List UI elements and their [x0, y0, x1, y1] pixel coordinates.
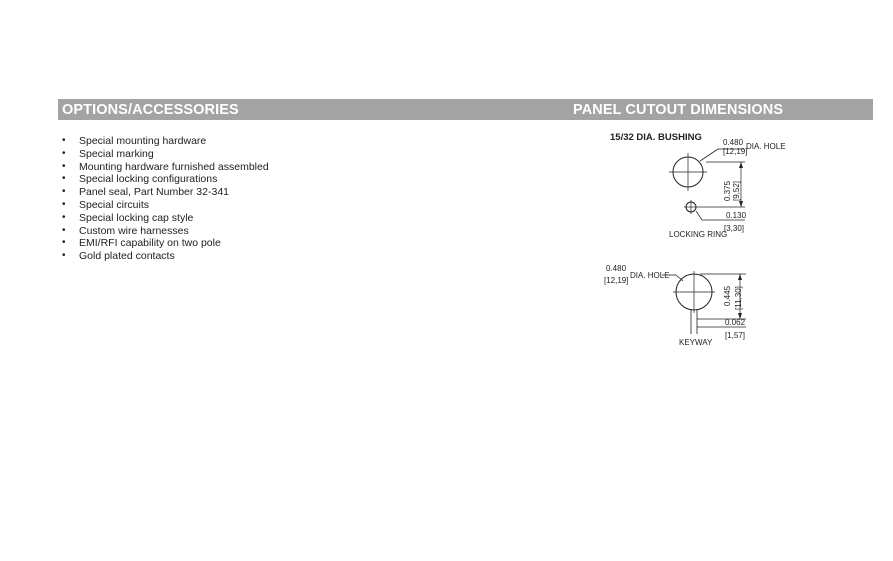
locking-ring-label: LOCKING RING: [669, 230, 728, 239]
bullet-icon: •: [62, 224, 66, 236]
list-item: • Special marking: [62, 147, 154, 160]
hole2-label: DIA. HOLE: [630, 271, 670, 280]
keyway-width-in: 0.062: [725, 318, 746, 327]
ring-dia-mm: [3,30]: [724, 224, 745, 233]
hole1-dia-mm: [12,19]: [723, 147, 748, 156]
list-item: • Custom wire harnesses: [62, 224, 189, 237]
keyway-label: KEYWAY: [679, 338, 713, 347]
list-item: • Special locking configurations: [62, 173, 218, 186]
list-item: • Special locking cap style: [62, 211, 194, 224]
height-in: 0.445: [723, 285, 732, 306]
hole2-dia-in: 0.480: [606, 264, 627, 273]
hole1-label: DIA. HOLE: [746, 142, 786, 151]
bushing-title: 15/32 DIA. BUSHING: [610, 132, 702, 143]
offset-in: 0.375: [723, 180, 732, 201]
bullet-icon: •: [62, 250, 66, 262]
hole1-dia-in: 0.480: [723, 138, 744, 147]
options-title: OPTIONS/ACCESSORIES: [62, 102, 239, 118]
list-item: • Special mounting hardware: [62, 135, 207, 147]
hole2-dia-mm: [12,19]: [604, 276, 629, 285]
panel-cutout-title: PANEL CUTOUT DIMENSIONS: [573, 102, 784, 118]
list-item: • Gold plated contacts: [62, 250, 175, 263]
bullet-icon: •: [62, 198, 66, 210]
height-mm: [11,30]: [734, 286, 743, 310]
ring-dia-in: 0.130: [726, 211, 747, 220]
bullet-icon: •: [62, 147, 66, 159]
bullet-icon: •: [62, 237, 66, 249]
list-item: • Panel seal, Part Number 32-341: [62, 186, 229, 199]
bullet-icon: •: [62, 135, 66, 146]
list-item: • EMI/RFI capability on two pole: [62, 237, 221, 250]
bullet-icon: •: [62, 186, 66, 198]
bullet-icon: •: [62, 211, 66, 223]
list-item: • Mounting hardware furnished assembled: [62, 160, 269, 173]
keyway-width-mm: [1,57]: [725, 331, 746, 340]
offset-mm: [9,52]: [732, 180, 741, 201]
list-item: • Special circuits: [62, 198, 150, 211]
bullet-icon: •: [62, 173, 66, 185]
bullet-icon: •: [62, 160, 66, 172]
